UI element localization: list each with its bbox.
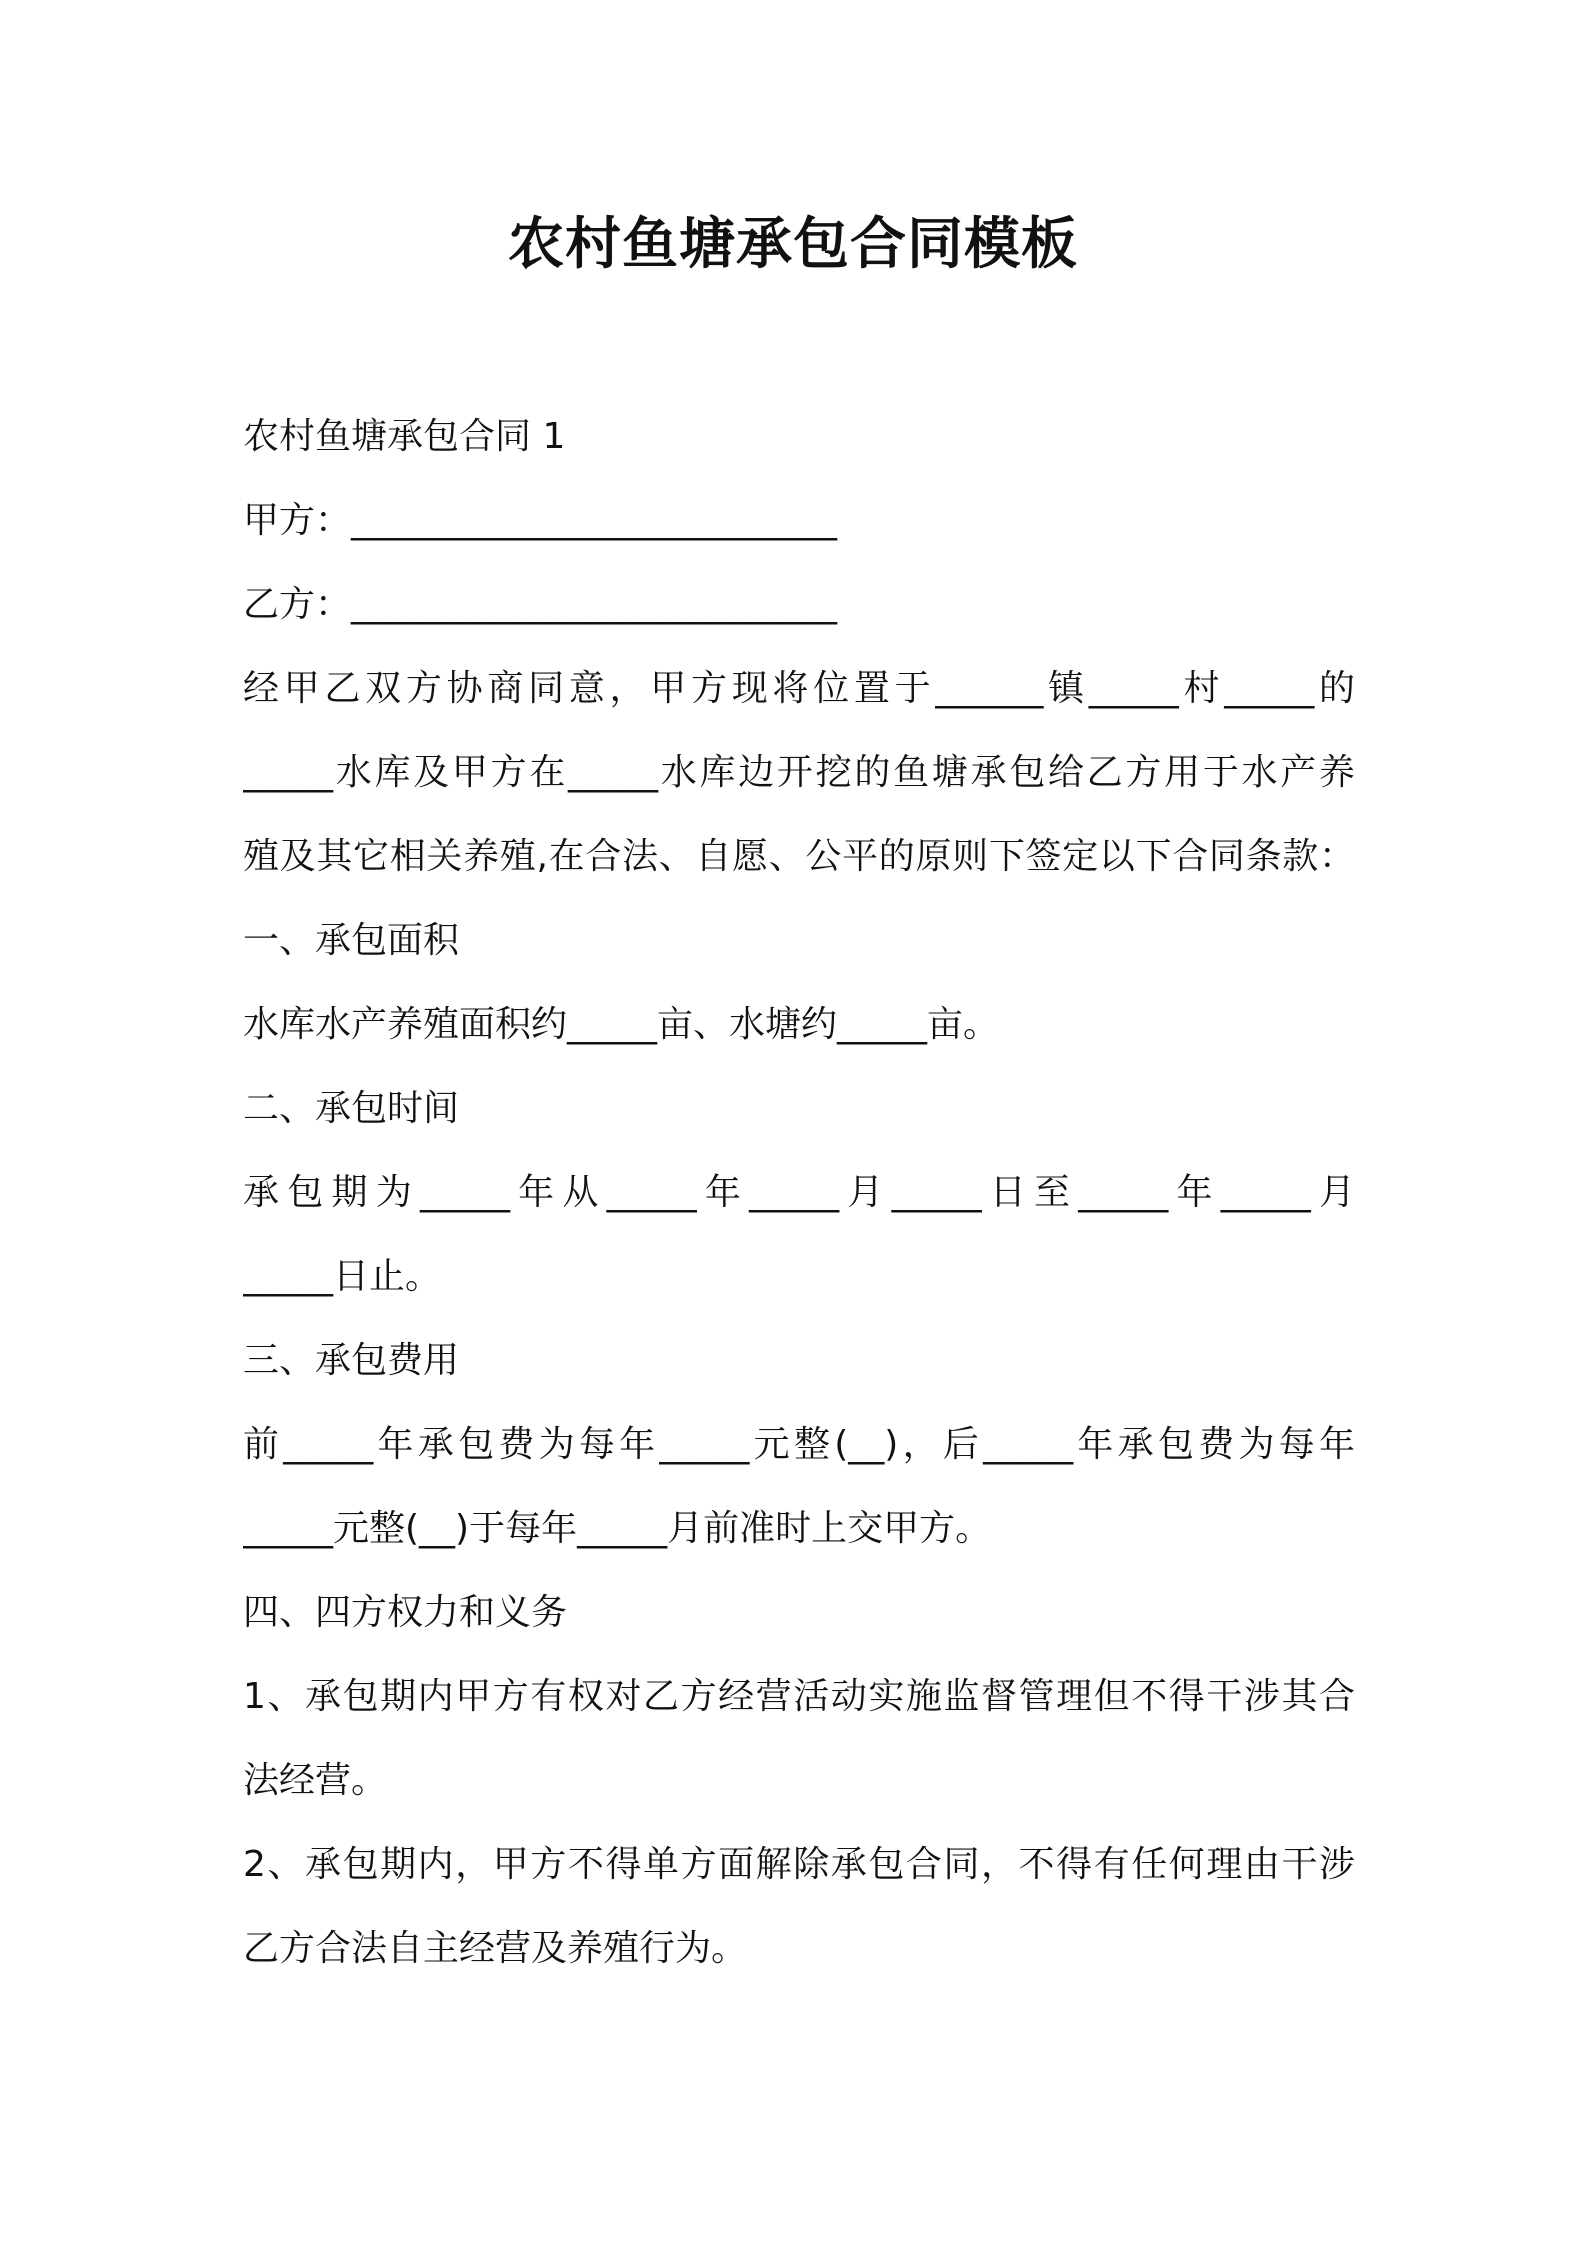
- clause-line: 水库水产养殖面积约_____亩、水塘约_____亩。: [243, 1004, 1000, 1045]
- document-body: [243, 395, 1355, 1991]
- clause-line: 承包期为_____年从_____年_____月_____日至_____年_____月: [243, 1172, 1355, 1213]
- intro-paragraph-line: _____水库及甲方在_____水库边开挖的鱼塘承包给乙方用于水产养: [243, 752, 1355, 793]
- party-a-line: 甲方：___________________________: [243, 500, 838, 541]
- clause-line: _____日止。: [243, 1256, 442, 1297]
- clause-line: _____元整(__)于每年_____月前准时上交甲方。: [243, 1508, 992, 1549]
- section-heading: 一、承包面积: [243, 920, 460, 961]
- party-b-line: 乙方：___________________________: [243, 584, 838, 625]
- page-title: 农村鱼塘承包合同模板: [508, 212, 1078, 277]
- contract-heading: 农村鱼塘承包合同 1: [243, 416, 566, 457]
- section-heading: 三、承包费用: [243, 1340, 460, 1381]
- section-heading: 二、承包时间: [243, 1088, 460, 1129]
- clause-line: 乙方合法自主经营及养殖行为。: [243, 1928, 748, 1969]
- clause-line: 2、承包期内，甲方不得单方面解除承包合同，不得有任何理由干涉: [243, 1844, 1355, 1885]
- intro-paragraph-line: 经甲乙双方协商同意，甲方现将位置于______镇_____村_____的: [243, 668, 1355, 709]
- intro-paragraph-line: 殖及其它相关养殖,在合法、自愿、公平的原则下签定以下合同条款：: [243, 836, 1355, 877]
- clause-line: 1、承包期内甲方有权对乙方经营活动实施监督管理但不得干涉其合: [243, 1676, 1355, 1717]
- section-heading: 四、四方权力和义务: [243, 1592, 568, 1633]
- clause-line: 前_____年承包费为每年_____元整(__)，后_____年承包费为每年: [243, 1424, 1355, 1465]
- clause-line: 法经营。: [243, 1760, 388, 1801]
